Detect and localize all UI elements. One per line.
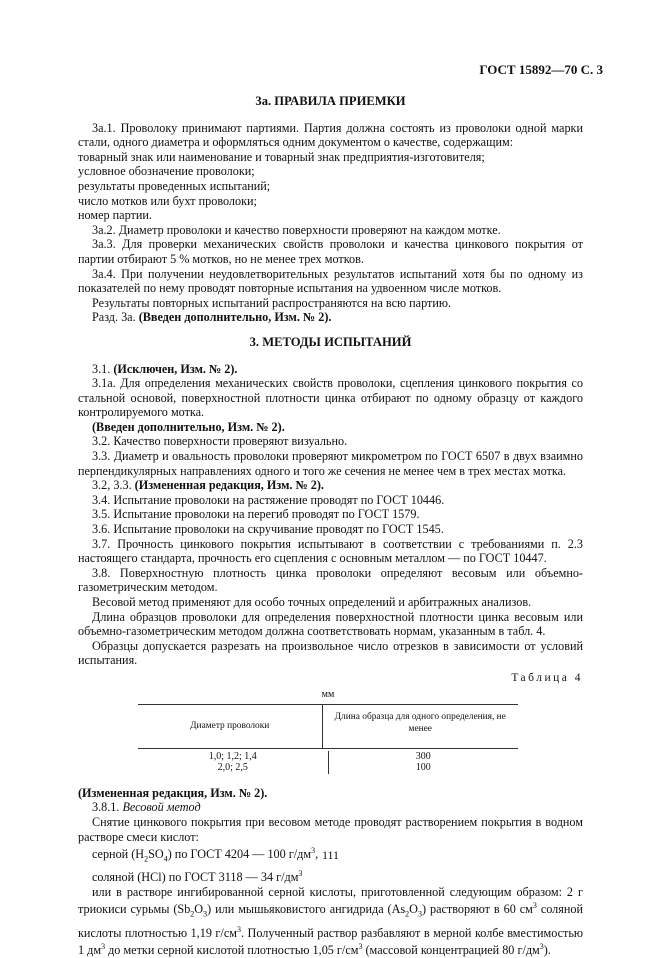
acid2-text: соляной (HCl) по ГОСТ 3118 — 34 г/дм (92, 870, 299, 885)
section-3-title: 3. МЕТОДЫ ИСПЫТАНИЙ (249, 334, 412, 349)
paragraph-3a3: 3а.3. Для проверки механических свойств проволоки и качества цинкового покрытия от партии отбирают 5 % мотков, но не менее трех мотков. (78, 237, 583, 266)
paragraph-removal: Снятие цинкового покрытия при весовом методе проводят растворением покрытия в водном растворе смеси кислот: (78, 814, 583, 844)
acid1-text: ) по ГОСТ 4204 — 100 г/дм (167, 847, 312, 862)
inhib-sub: 2 (190, 909, 195, 919)
p381-prefix: 3.8.1. (92, 800, 120, 815)
paragraph-sample-cut: Образцы допускается разрезать на произвольное число отрезков в зависимости от условий испытания. (78, 638, 583, 668)
page-content (78, 94, 583, 958)
acid1-sub: 2 (144, 854, 149, 864)
inhib-text: ). (543, 943, 551, 958)
table-units: мм (321, 688, 335, 700)
table-header-diameter: Диаметр проволоки (138, 705, 323, 748)
note-bold: (Введен дополнительно, Изм. № 2). (138, 310, 332, 325)
list-item: товарный знак или наименование и товарный знак предприятия-изготовителя; (78, 149, 485, 164)
acid1-sub: 4 (163, 854, 168, 864)
table-cell: 300 (415, 750, 431, 762)
paragraph-31 (78, 362, 583, 377)
section-3a-title: 3а. ПРАВИЛА ПРИЕМКИ (255, 94, 406, 108)
page-header: ГОСТ 15892—70 С. 3 (479, 62, 603, 77)
paragraph-31a: 3.1а. Для определения механических свойств проволоки, сцепления цинкового покрытия со стальной основой, поверхностной плотности цинка отбирают по одному образцу от каждого контролируемого мотка. (78, 376, 583, 420)
note-3233 (78, 478, 583, 493)
inhib-text: (массовой концентрацией 80 г/дм (362, 943, 540, 958)
acid1-text: серной (H (92, 847, 145, 862)
p31-bold: (Исключен, Изм. № 2). (113, 361, 238, 376)
table-cell: 1,0; 1,2; 1,4 (138, 751, 329, 763)
p381-italic: Весовой метод (122, 800, 201, 815)
paragraph-3a1: 3а.1. Проволоку принимают партиями. Партия должна состоять из проволоки одной марки стали, одного диаметра и оформляться одним документом о качестве, содержащим: (78, 120, 583, 150)
paragraph-33: 3.3. Диаметр и овальность проволоки проверяют микрометром по ГОСТ 6507 в двух взаимно перпендикулярных направлениях одного и того же сечения не менее чем в трех местах мотка. (78, 449, 583, 478)
paragraph-weight-method: Весовой метод применяют для особо точных определений и арбитражных анализов. (92, 595, 532, 609)
table-cell: 100 (415, 762, 431, 774)
inhib-text: ) растворяют в 60 см (421, 902, 533, 917)
paragraph-3a4: 3а.4. При получении неудовлетворительных результатов испытаний хотя бы по одному из показателей по нему проводят повторные испытания на удвоенном числе мотков. (78, 266, 583, 296)
table-title: Таблица 4 (511, 671, 583, 684)
inhib-sub: 3 (203, 909, 208, 919)
paragraph-35: 3.5. Испытание проволоки на перегиб проводят по ГОСТ 1579. (92, 507, 420, 522)
table-header (138, 704, 518, 749)
page-number: 111 (321, 848, 340, 862)
note-31a: (Введен дополнительно, Изм. № 2). (92, 419, 285, 434)
inhib-sup: 3 (101, 942, 106, 952)
table-row (138, 762, 518, 774)
acid1-sup: 3 (311, 846, 316, 856)
paragraph-36: 3.6. Испытание проволоки на скручивание проводят по ГОСТ 1545. (92, 522, 444, 537)
list-item: номер партии. (78, 208, 152, 223)
inhib-text: ) или мышьяковистого ангидрида (As (207, 902, 406, 917)
inhib-sup: 3 (358, 942, 363, 952)
note-3233-bold: (Измененная редакция, Изм. № 2). (134, 478, 324, 493)
inhib-text: O (409, 902, 418, 917)
paragraph-repeat-results: Результаты повторных испытаний распространяются на всю партию. (92, 295, 452, 310)
inhib-text: или в растворе ингибированной серной кислоты, приготовленной следующим образом: 2 г триокиси сурьмы (Sb (78, 884, 583, 917)
inhib-text: . Полученный раствор разбавляют в мерной колбе вместимостью 1 дм (78, 925, 583, 958)
paragraph-inhibited (78, 885, 583, 958)
paragraph-sample-length: Длина образцов проволоки для определения поверхностной плотности цинка весовым или объемно-газометрическим методом должна соответствовать нормам, указанным в табл. 4. (78, 609, 583, 639)
table-note: (Измененная редакция, Изм. № 2). (78, 785, 268, 800)
inhib-text: соляной кислоты плотностью 1,19 г/см (78, 902, 584, 940)
inhib-sup: 3 (539, 942, 544, 952)
paragraph-34: 3.4. Испытание проволоки на растяжение проводят по ГОСТ 10446. (92, 492, 445, 507)
inhib-sup: 3 (236, 924, 241, 934)
paragraph-37: 3.7. Прочность цинкового покрытия испытывают в соответствии с требованиями п. 2.3 настоящего стандарта, прочность его сцепления с основным металлом — по ГОСТ 10447. (78, 536, 583, 566)
inhib-text: до метки серной кислотой плотностью 1,05 г/см (105, 943, 359, 958)
paragraph-3a2: 3а.2. Диаметр проволоки и качество поверхности проверяют на каждом мотке. (92, 222, 501, 237)
table-body (138, 749, 518, 776)
paragraph-32: 3.2. Качество поверхности проверяют визуально. (92, 434, 348, 449)
acid1-text: SO (148, 847, 164, 862)
acid1-text: , (315, 847, 319, 862)
list-item: результаты проведенных испытаний; (78, 178, 271, 193)
list-item: число мотков или бухт проволоки; (78, 193, 257, 208)
inhib-sup: 3 (532, 901, 537, 911)
paragraph-381 (78, 800, 583, 815)
p31-prefix: 3.1. (92, 361, 111, 376)
section-3a-note (78, 310, 583, 325)
note-3233-prefix: 3.2, 3.3. (92, 478, 132, 493)
acid2-sup: 3 (298, 869, 303, 879)
inhib-sub: 3 (417, 909, 422, 919)
inhib-sub: 2 (405, 909, 410, 919)
inhib-text: O (194, 902, 204, 917)
table-4 (138, 688, 518, 776)
table-cell: 2,0; 2,5 (138, 762, 329, 774)
paragraph-38: 3.8. Поверхностную плотность цинка проволоки определяют весовым или объемно-газометрическим методом. (78, 565, 583, 595)
list-item: условное обозначение проволоки; (78, 164, 255, 179)
note-prefix: Разд. 3а. (92, 310, 136, 325)
acid-hydrochloric (78, 867, 583, 885)
table-header-length: Длина образца для одного определения, не менее (334, 712, 506, 735)
table-row (138, 751, 518, 763)
